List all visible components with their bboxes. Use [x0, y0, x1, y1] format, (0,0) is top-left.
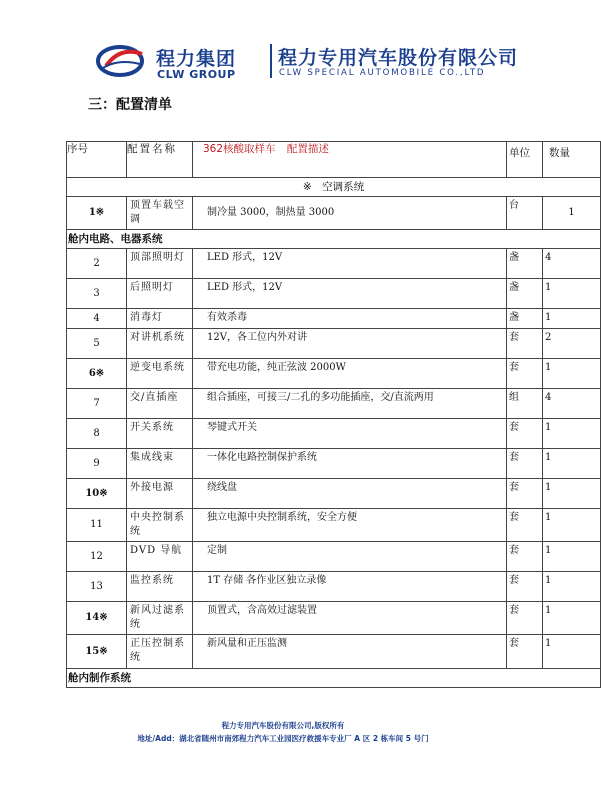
row-desc: 制冷量 3000，制热量 3000 [193, 197, 507, 230]
row-desc: 绕线盘 [193, 479, 507, 509]
config-table [66, 141, 601, 688]
row-qty: 1 [543, 449, 601, 479]
page-header [0, 38, 566, 88]
row-name: 顶置车载空调 [127, 197, 193, 230]
row-no: 11 [67, 509, 127, 542]
row-desc: 有效杀毒 [193, 309, 507, 329]
row-unit: 套 [507, 602, 543, 635]
row-no: 7 [67, 389, 127, 419]
table-row [67, 389, 601, 419]
row-desc: 组合插座，可接三/二孔的多功能插座，交/直流两用 [193, 389, 507, 419]
header-qty: 数量 [543, 142, 601, 178]
row-no: 1※ [67, 197, 127, 230]
row-no: 13 [67, 572, 127, 602]
row-no: 15※ [67, 635, 127, 669]
row-qty: 4 [543, 249, 601, 279]
footer-address: 地址/Add：湖北省随州市南郊程力汽车工业园医疗救援车专业厂 A 区 2 栋车间 5 号门 [137, 734, 429, 743]
row-qty: 1 [543, 197, 601, 230]
row-no: 3 [67, 279, 127, 309]
row-qty: 1 [543, 602, 601, 635]
row-no: 2 [67, 249, 127, 279]
table-row [67, 635, 601, 669]
vehicle-title: 362核酸取样车 [203, 143, 276, 155]
row-name: 交/直插座 [127, 389, 193, 419]
row-no: 14※ [67, 602, 127, 635]
row-unit: 套 [507, 449, 543, 479]
row-desc: 独立电源中央控制系统，安全方便 [193, 509, 507, 542]
row-qty: 1 [543, 542, 601, 572]
header-divider [270, 44, 272, 78]
row-desc: 1T 存储 各作业区独立录像 [193, 572, 507, 602]
table-row [67, 479, 601, 509]
row-name: 正压控制系统 [127, 635, 193, 669]
table-row [67, 249, 601, 279]
group-label-ac: ※ 空调系统 [67, 178, 601, 197]
row-name: 新风过滤系统 [127, 602, 193, 635]
row-unit: 盏 [507, 249, 543, 279]
row-name: 逆变电系统 [127, 359, 193, 389]
row-unit: 套 [507, 359, 543, 389]
row-unit: 套 [507, 572, 543, 602]
row-no: 5 [67, 329, 127, 359]
row-unit: 套 [507, 542, 543, 572]
row-name: 中央控制系统 [127, 509, 193, 542]
table-row [67, 509, 601, 542]
row-unit: 组 [507, 389, 543, 419]
row-desc: 新风量和正压监测 [193, 635, 507, 669]
row-name: 对讲机系统 [127, 329, 193, 359]
table-row [67, 572, 601, 602]
row-qty: 2 [543, 329, 601, 359]
row-qty: 1 [543, 359, 601, 389]
row-qty: 1 [543, 279, 601, 309]
desc-title: 配置描述 [286, 143, 329, 155]
row-qty: 1 [543, 572, 601, 602]
row-qty: 1 [543, 309, 601, 329]
brand-name-en: CLW GROUP [157, 68, 236, 81]
row-name: 开关系统 [127, 419, 193, 449]
row-desc: 带充电功能，纯正弦波 2000W [193, 359, 507, 389]
brand-name-cn: 程力集团 [156, 48, 237, 70]
clw-logo-icon [96, 44, 148, 78]
row-name: 监控系统 [127, 572, 193, 602]
row-desc: 一体化电路控制保护系统 [193, 449, 507, 479]
row-no: 4 [67, 309, 127, 329]
row-unit: 套 [507, 635, 543, 669]
header-desc [193, 142, 507, 178]
header-no: 序号 [67, 142, 127, 178]
row-name: 顶部照明灯 [127, 249, 193, 279]
group-label-cabin: 舱内制作系统 [67, 669, 601, 688]
footer-copyright: 程力专用汽车股份有限公司,版权所有 [221, 721, 345, 730]
table-row [67, 419, 601, 449]
row-unit: 套 [507, 479, 543, 509]
row-no: 8 [67, 419, 127, 449]
row-name: 消毒灯 [127, 309, 193, 329]
header-unit: 单位 [507, 142, 543, 178]
row-no: 9 [67, 449, 127, 479]
header-name: 配置名称 [127, 142, 193, 178]
row-unit: 套 [507, 509, 543, 542]
table-row [67, 602, 601, 635]
row-no: 12 [67, 542, 127, 572]
row-qty: 1 [543, 509, 601, 542]
row-name: 外接电源 [127, 479, 193, 509]
table-row [67, 542, 601, 572]
table-row [67, 359, 601, 389]
row-desc: 琴键式开关 [193, 419, 507, 449]
row-qty: 4 [543, 389, 601, 419]
table-row [67, 309, 601, 329]
row-unit: 盏 [507, 279, 543, 309]
table-row [67, 449, 601, 479]
group-label-elec: 舱内电路、电器系统 [67, 230, 601, 249]
table-row [67, 279, 601, 309]
group-row-cabin [67, 669, 601, 688]
company-name-en: CLW SPECIAL AUTOMOBILE CO.,LTD [279, 68, 486, 78]
row-unit: 盏 [507, 309, 543, 329]
company-name-cn: 程力专用汽车股份有限公司 [278, 47, 519, 69]
table-row [67, 329, 601, 359]
row-name: DVD 导航 [127, 542, 193, 572]
table-row [67, 197, 601, 230]
row-qty: 1 [543, 479, 601, 509]
row-name: 集成线束 [127, 449, 193, 479]
row-desc: 顶置式，含高效过滤装置 [193, 602, 507, 635]
config-rows [67, 249, 601, 669]
row-desc: LED 形式，12V [193, 249, 507, 279]
row-qty: 1 [543, 635, 601, 669]
row-desc: LED 形式，12V [193, 279, 507, 309]
row-unit: 台 [507, 197, 543, 230]
row-unit: 套 [507, 419, 543, 449]
row-qty: 1 [543, 419, 601, 449]
row-no: 6※ [67, 359, 127, 389]
row-unit: 套 [507, 329, 543, 359]
group-row-ac [67, 178, 601, 197]
group-row-elec [67, 230, 601, 249]
row-no: 10※ [67, 479, 127, 509]
table-header-row [67, 142, 601, 178]
row-desc: 12V，各工位内外对讲 [193, 329, 507, 359]
row-desc: 定制 [193, 542, 507, 572]
section-title: 三：配置清单 [88, 97, 172, 113]
row-name: 后照明灯 [127, 279, 193, 309]
